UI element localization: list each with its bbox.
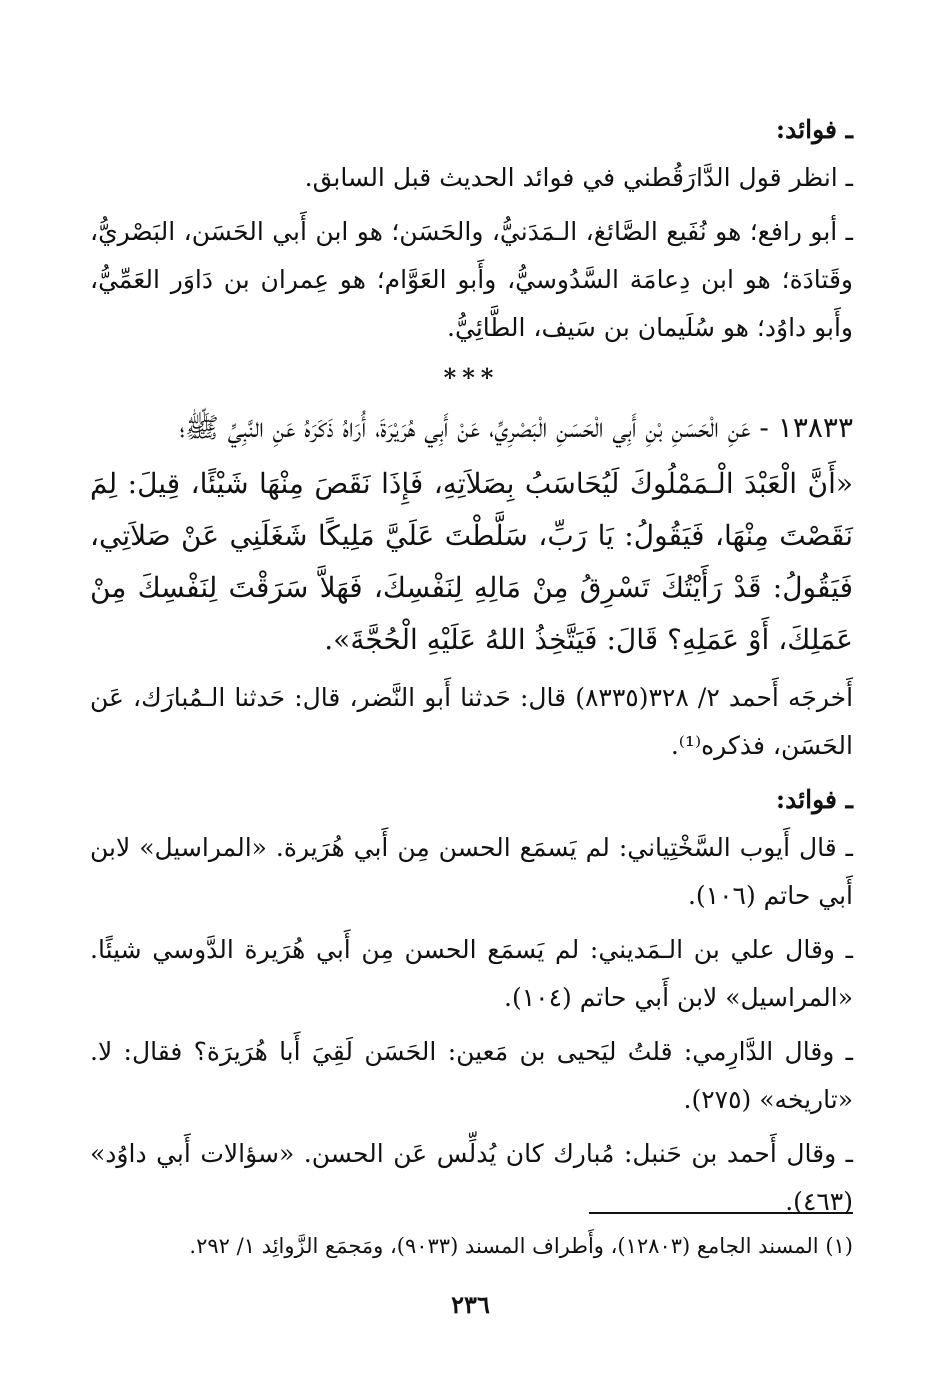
benefit-paragraph: ـ أبو رافع؛ هو نُفَيع الصَّائغ، الـمَدَنيُّ، والحَسَن؛ هو ابن أَبي الحَسَن، البَصْريُّ، وقَتادَة؛ هو ابن دِعامَة السَّدُوسيُّ، وأَبو العَوَّام؛ هو عِمران بن دَاوَر العَمِّيُّ، وأَبو داوُد؛ هو سُلَيمان بن سَيف، الطَّائِيُّ. (90, 217, 853, 342)
hadith-header: ١٣٨٣٣ - عَنِ الْحَسَنِ بْنِ أَبِي الْحَسَنِ الْبَصْرِيِّ، عَنْ أَبِي هُرَيْرَةَ، أُرَاهُ ذَكَرَهُ عَنِ النَّبِيِّ ﷺ؛ (179, 411, 853, 444)
takhrij-paragraph: أَخرجَه أَحمد ٢/ ٣٢٨(٨٣٣٥) قال: حَدثنا أَبو النَّضر، قال: حَدثنا الـمُبارَك، عَن الحَسَن، فذكره⁽¹⁾. (90, 683, 854, 760)
footnote: (١) المسند الجامع (١٢٨٠٣)، وأَطراف المسند (٩٠٣٣)، ومَجمَع الزَّوائِد ١/ ٢٩٢. (189, 1234, 853, 1258)
benefit-paragraph: ـ وقال الدَّارِمي: قلتُ ليَحيى بن مَعين: الحَسَن لَقِيَ أَبا هُرَيرَة؟ فقال: لا. «تاريخه» (٢٧٥). (90, 1037, 853, 1114)
benefits-heading: ـ فوائد: (775, 115, 853, 144)
benefit-paragraph: ـ وقال أَحمد بن حَنبل: مُبارك كان يُدلِّس عَن الحسن. «سؤالات أَبي داوُد» (٤٦٣). (90, 1139, 853, 1216)
page-body (90, 100, 853, 1232)
page-number: ٢٣٦ (451, 1290, 490, 1319)
benefit-paragraph: ـ قال أَيوب السَّخْتِياني: لم يَسمَع الحسن مِن أَبي هُرَيرة. «المراسيل» لابن أَبي حاتم (١٠٦). (90, 833, 853, 910)
hadith-text: «أَنَّ الْعَبْدَ الْـمَمْلُوكَ لَيُحَاسَبُ بِصَلاَتِهِ، فَإِذَا نَقَصَ مِنْهَا شَيْئًا، قِيلَ: لِمَ نَقَصْتَ مِنْهَا، فَيَقُولُ: يَا رَبِّ، سَلَّطْتَ عَلَيَّ مَلِيكًا شَغَلَنِي عَنْ صَلاَتِي، فَيَقُولُ: قَدْ رَأَيْتُكَ تَسْرِقُ مِنْ مَالِهِ لِنَفْسِكَ، فَهَلاَّ سَرَقْتَ لِنَفْسِكَ مِنْ عَمَلِكَ، أَوْ عَمَلِهِ؟ قَالَ: فَيَتَّخِذُ اللهُ عَلَيْهِ الْحُجَّةَ». (90, 467, 853, 656)
benefit-paragraph: ـ انظر قول الدَّارَقُطني في فوائد الحديث قبل السابق. (304, 163, 853, 192)
footnote-divider (589, 1212, 853, 1214)
section-separator: *** (443, 363, 500, 392)
benefit-paragraph: ـ وقال علي بن الـمَديني: لم يَسمَع الحسن مِن أَبي هُرَيرة الدَّوسي شيئًا. «المراسيل» لابن أَبي حاتم (١٠٤). (90, 935, 853, 1012)
benefits-heading: ـ فوائد: (775, 785, 853, 814)
